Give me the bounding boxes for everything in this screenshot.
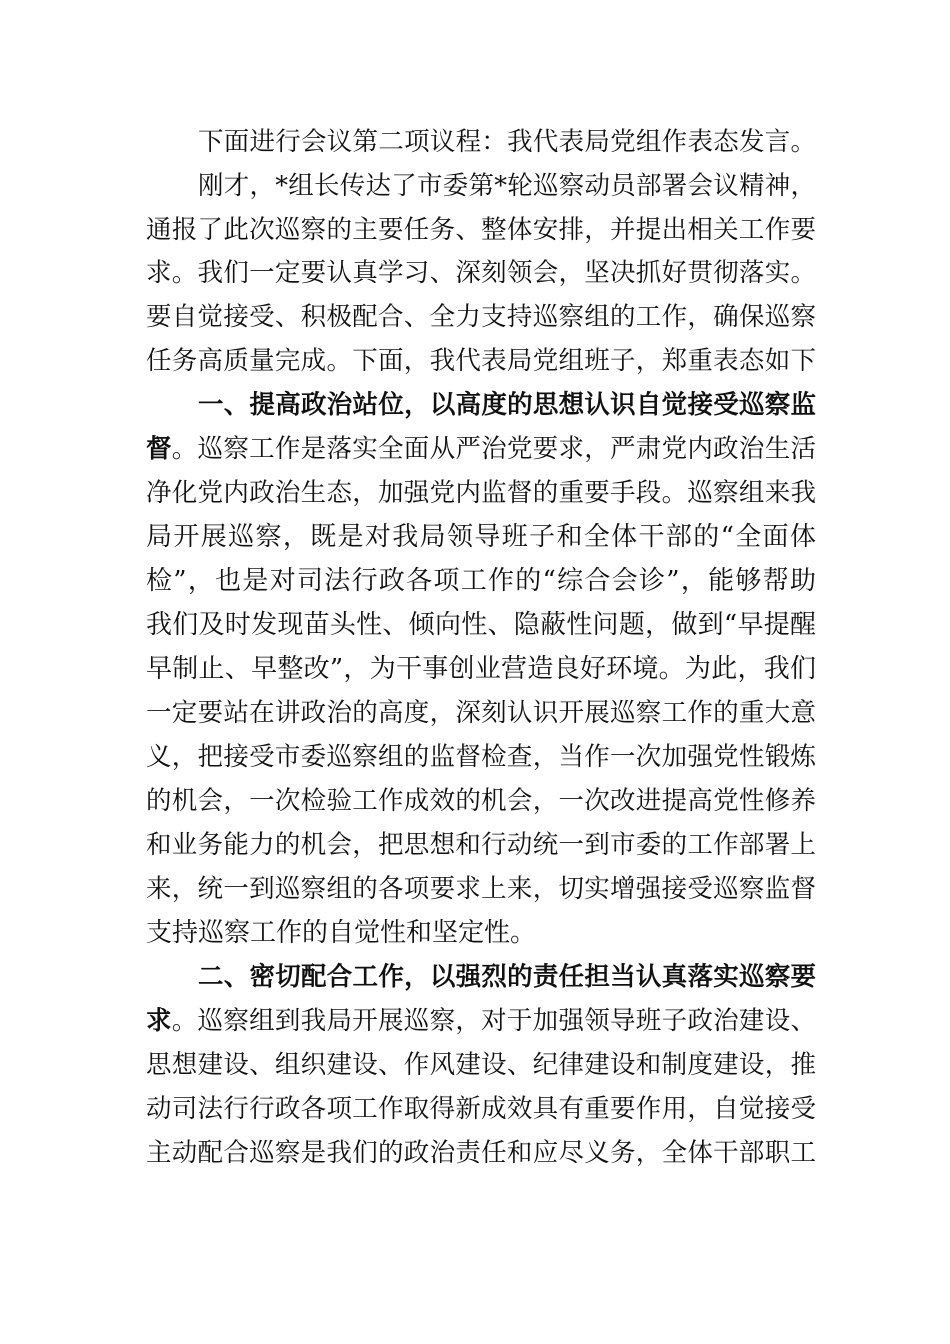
line-text: 。巡察工作是落实全面从严治党要求，严肃党内政治生活 [171,434,816,464]
paragraph-line [146,339,816,383]
paragraph-line [146,911,816,955]
line-text: 我们及时发现苗头性、倾向性、隐蔽性问题，做到“早提醒 [146,610,816,640]
line-text: 早制止、早整改”，为干事创业营造良好环境。为此，我们 [146,654,816,684]
paragraph-line [146,251,816,295]
line-text: 通报了此次巡察的主要任务、整体安排，并提出相关工作要 [146,215,816,245]
paragraph-line [146,559,816,603]
line-text: 求。我们一定要认真学习、深刻领会，坚决抓好贯彻落实。 [146,258,816,288]
line-text: 局开展巡察，既是对我局领导班子和全体干部的“全面体 [146,522,816,552]
paragraph-line [146,603,816,647]
section-heading-line [198,955,816,999]
line-text: 主动配合巡察是我们的政治责任和应尽义务，全体干部职工 [146,1138,816,1168]
line-text: 的机会，一次检验工作成效的机会，一次改进提高党性修养 [146,786,816,816]
paragraph-line [146,1087,816,1131]
section-heading: 求 [146,1006,172,1036]
section-heading: 一、提高政治站位，以高度的思想认识自觉接受巡察监 [198,390,816,420]
line-text: 检”，也是对司法行政各项工作的“综合会诊”，能够帮助 [146,566,816,596]
line-text: 来，统一到巡察组的各项要求上来，切实增强接受巡察监督 [146,874,816,904]
section-heading: 二、密切配合工作，以强烈的责任担当认真落实巡察要 [198,962,816,992]
line-text: 下面进行会议第二项议程：我代表局党组作表态发言。 [198,127,816,157]
paragraph-line [146,427,816,471]
paragraph-line [198,164,816,208]
paragraph-line [146,999,816,1043]
paragraph-line [146,1043,816,1087]
section-heading: 督 [146,434,172,464]
paragraph-line [198,120,816,164]
line-text: 和业务能力的机会，把思想和行动统一到市委的工作部署上 [146,830,816,860]
paragraph-line [146,823,816,867]
section-heading-line [198,383,816,427]
paragraph-line [146,1131,816,1175]
paragraph-line [146,471,816,515]
paragraph-line [146,295,816,339]
line-text: 要自觉接受、积极配合、全力支持巡察组的工作，确保巡察 [146,302,816,332]
line-text: 任务高质量完成。下面，我代表局党组班子，郑重表态如下 [146,346,816,376]
line-text: 。巡察组到我局开展巡察，对于加强领导班子政治建设、 [171,1006,816,1036]
line-text: 支持巡察工作的自觉性和坚定性。 [146,918,537,948]
line-text: 义，把接受市委巡察组的监督检查，当作一次加强党性锻炼 [146,742,816,772]
line-text: 思想建设、组织建设、作风建设、纪律建设和制度建设，推 [146,1050,816,1080]
paragraph-line [146,691,816,735]
paragraph-line [146,779,816,823]
line-text: 一定要站在讲政治的高度，深刻认识开展巡察工作的重大意 [146,698,816,728]
paragraph-line [146,647,816,691]
paragraph-line [146,515,816,559]
paragraph-line [146,735,816,779]
paragraph-line [146,867,816,911]
line-text: 净化党内政治生态，加强党内监督的重要手段。巡察组来我 [146,478,816,508]
line-text: 刚才，*组长传达了市委第*轮巡察动员部署会议精神， [198,171,816,201]
paragraph-line [146,208,816,252]
line-text: 动司法行行政各项工作取得新成效具有重要作用，自觉接受 [146,1094,816,1124]
